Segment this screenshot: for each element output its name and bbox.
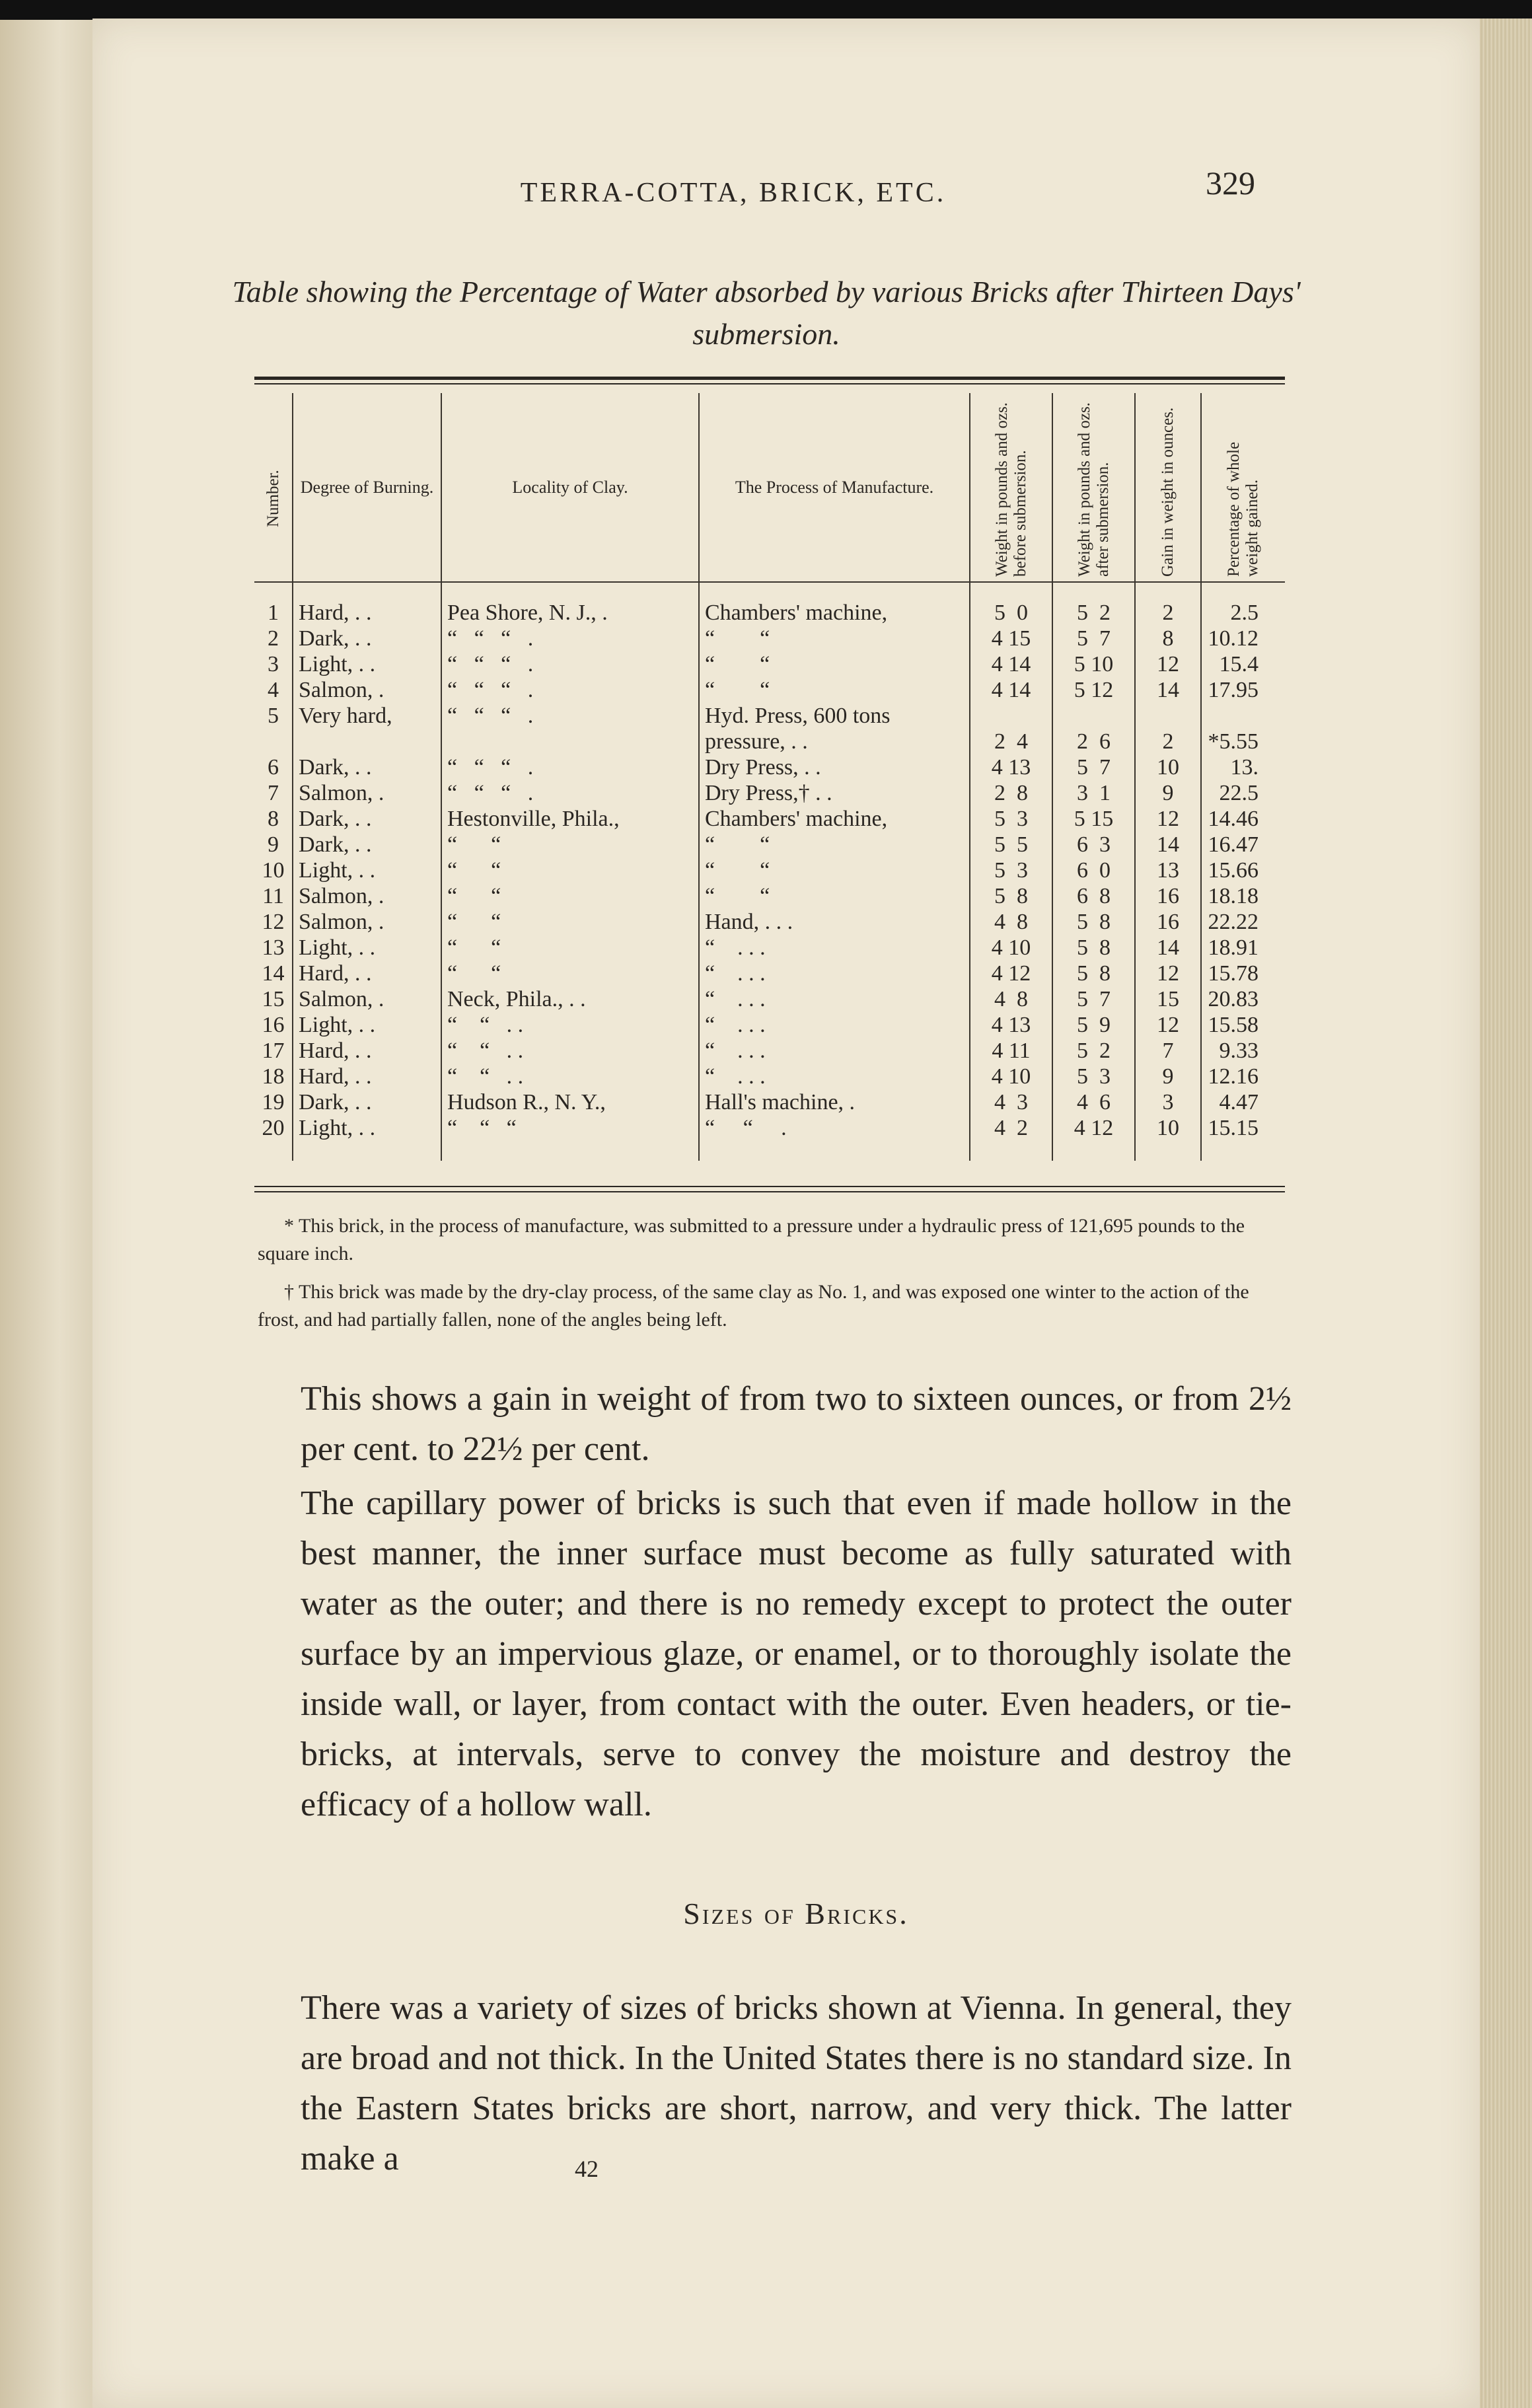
cell-burning: Hard, . . <box>293 961 441 986</box>
cell-process: “ “ <box>699 651 970 677</box>
cell-percentage: 13. <box>1201 754 1285 780</box>
cell-burning <box>293 729 441 754</box>
cell-gain: 16 <box>1135 909 1201 935</box>
cell-weight-after: 5 2 <box>1052 1038 1135 1064</box>
cell-weight-after: 4 12 <box>1052 1115 1135 1161</box>
cell-percentage: 12.16 <box>1201 1064 1285 1089</box>
cell-number: 13 <box>262 935 285 960</box>
header-percentage: Percentage of whole weight gained. <box>1201 393 1285 582</box>
cell-burning: Dark, . . <box>293 806 441 832</box>
cell-weight-before: 5 8 <box>970 883 1052 909</box>
cell-gain <box>1135 703 1201 729</box>
cell-percentage: 18.18 <box>1201 883 1285 909</box>
cell-weight-after: 4 6 <box>1052 1089 1135 1115</box>
cell-percentage: 17.95 <box>1201 677 1285 703</box>
cell-percentage: 4.47 <box>1201 1089 1285 1115</box>
cell-burning: Salmon, . <box>293 883 441 909</box>
cell-gain: 10 <box>1135 754 1201 780</box>
page-block-edge <box>1480 18 1532 2408</box>
cell-percentage: 22.22 <box>1201 909 1285 935</box>
cell-locality: “ “ “ . <box>441 651 699 677</box>
cell-number <box>254 729 293 754</box>
cell-locality: “ “ . . <box>441 1064 699 1089</box>
table-caption: Table showing the Percentage of Water absorbed by various Bricks after Thirteen Days' submersion. <box>232 275 1301 351</box>
table-bottom-rule-2 <box>254 1191 1285 1192</box>
cell-gain: 7 <box>1135 1038 1201 1064</box>
paragraph-1: This shows a gain in weight of from two to sixteen ounces, or from 2½ per cent. to 22½ per cent. <box>301 1380 1292 1468</box>
table-body <box>254 582 1285 1161</box>
table-top-rule-thin <box>254 383 1285 384</box>
cell-percentage: 2.5 <box>1201 582 1285 626</box>
cell-weight-after: 5 9 <box>1052 1012 1135 1038</box>
cell-locality: “ “ “ . <box>441 703 699 729</box>
cell-weight-before: 4 14 <box>970 651 1052 677</box>
cell-locality: “ “ “ . <box>441 677 699 703</box>
cell-number: 7 <box>268 781 279 805</box>
cell-number: 1 <box>268 601 279 625</box>
cell-weight-after: 6 8 <box>1052 883 1135 909</box>
table-row <box>254 1089 1285 1115</box>
body-text <box>301 1374 1292 1830</box>
cell-locality: “ “ <box>441 832 699 857</box>
table-row <box>254 1012 1285 1038</box>
cell-weight-after: 3 1 <box>1052 780 1135 806</box>
table-row <box>254 651 1285 677</box>
cell-gain: 2 <box>1135 729 1201 754</box>
absorption-table <box>254 393 1285 1161</box>
cell-burning: Dark, . . <box>293 832 441 857</box>
cell-weight-before: 4 3 <box>970 1089 1052 1115</box>
cell-gain: 12 <box>1135 961 1201 986</box>
cell-weight-after: 2 6 <box>1052 729 1135 754</box>
cell-process: “ . . . <box>699 1012 970 1038</box>
cell-locality: “ “ <box>441 961 699 986</box>
table-row <box>254 703 1285 729</box>
cell-burning: Light, . . <box>293 935 441 961</box>
footnote-1: * This brick, in the process of manufacture, was submitted to a pressure under a hydraulic press of 121,695 pounds to the square inch. <box>258 1215 1245 1264</box>
cell-number: 8 <box>268 807 279 831</box>
cell-number: 6 <box>268 755 279 780</box>
cell-weight-before: 4 13 <box>970 754 1052 780</box>
table-row <box>254 806 1285 832</box>
cell-gain: 14 <box>1135 935 1201 961</box>
running-head: TERRA-COTTA, BRICK, ETC. <box>520 178 947 208</box>
cell-number: 15 <box>262 987 285 1011</box>
cell-weight-after: 6 3 <box>1052 832 1135 857</box>
cell-burning: Dark, . . <box>293 626 441 651</box>
cell-weight-after: 5 10 <box>1052 651 1135 677</box>
cell-percentage: 20.83 <box>1201 986 1285 1012</box>
table-row <box>254 883 1285 909</box>
cell-process: “ “ <box>699 883 970 909</box>
table-header-row <box>254 393 1285 582</box>
cell-percentage: 10.12 <box>1201 626 1285 651</box>
cell-burning: Light, . . <box>293 1115 441 1161</box>
cell-burning: Light, . . <box>293 651 441 677</box>
cell-number: 14 <box>262 961 285 986</box>
cell-percentage: 15.66 <box>1201 857 1285 883</box>
signature-mark: 42 <box>575 2156 599 2182</box>
cell-weight-before: 4 8 <box>970 909 1052 935</box>
cell-burning: Hard, . . <box>293 1038 441 1064</box>
footnote-2: † This brick was made by the dry-clay process, of the same clay as No. 1, and was exposed one winter to the action of the frost, and had partially fallen, none of the angles being left. <box>258 1281 1249 1331</box>
cell-weight-before: 4 10 <box>970 935 1052 961</box>
cell-process: Hand, . . . <box>699 909 970 935</box>
cell-number: 12 <box>262 910 285 934</box>
cell-number: 11 <box>262 884 284 908</box>
section-heading: Sizes of Bricks. <box>683 1897 909 1930</box>
table-row <box>254 857 1285 883</box>
facing-page-edge <box>0 20 99 2408</box>
cell-weight-before: 4 15 <box>970 626 1052 651</box>
cell-gain: 15 <box>1135 986 1201 1012</box>
cell-process: pressure, . . <box>699 729 970 754</box>
cell-burning: Salmon, . <box>293 780 441 806</box>
cell-locality: Neck, Phila., . . <box>441 986 699 1012</box>
table-row <box>254 677 1285 703</box>
table-row <box>254 582 1285 626</box>
cell-gain: 16 <box>1135 883 1201 909</box>
cell-number: 2 <box>268 626 279 651</box>
cell-locality: “ “ “ . <box>441 626 699 651</box>
cell-process: Hall's machine, . <box>699 1089 970 1115</box>
body-text-continued <box>301 1949 1292 2218</box>
cell-burning: Salmon, . <box>293 677 441 703</box>
cell-gain: 12 <box>1135 1012 1201 1038</box>
table-top-rule <box>254 377 1285 380</box>
page-number: 329 <box>1206 164 1255 201</box>
cell-process: “ “ <box>699 626 970 651</box>
header-weight-after: Weight in pounds and ozs. after submersion. <box>1052 393 1135 582</box>
cell-number: 4 <box>268 678 279 702</box>
cell-burning: Hard, . . <box>293 1064 441 1089</box>
cell-burning: Light, . . <box>293 1012 441 1038</box>
cell-process: “ . . . <box>699 961 970 986</box>
table-row <box>254 1115 1285 1161</box>
cell-burning: Hard, . . <box>293 582 441 626</box>
cell-weight-before: 4 12 <box>970 961 1052 986</box>
cell-weight-before: 4 8 <box>970 986 1052 1012</box>
cell-gain: 12 <box>1135 806 1201 832</box>
cell-gain: 2 <box>1135 582 1201 626</box>
cell-weight-after <box>1052 703 1135 729</box>
cell-gain: 12 <box>1135 651 1201 677</box>
cell-weight-before: 4 11 <box>970 1038 1052 1064</box>
table-bottom-rule <box>254 1186 1285 1187</box>
cell-weight-before: 4 13 <box>970 1012 1052 1038</box>
cell-weight-before: 4 14 <box>970 677 1052 703</box>
cell-number: 10 <box>262 858 285 883</box>
cell-process: “ “ <box>699 857 970 883</box>
cell-gain: 9 <box>1135 780 1201 806</box>
cell-weight-before <box>970 703 1052 729</box>
cell-locality: “ “ <box>441 883 699 909</box>
table-row <box>254 935 1285 961</box>
table-row <box>254 754 1285 780</box>
cell-weight-before: 5 5 <box>970 832 1052 857</box>
cell-weight-after: 5 15 <box>1052 806 1135 832</box>
cell-percentage: 16.47 <box>1201 832 1285 857</box>
header-number: Number. <box>264 469 282 527</box>
cell-locality: “ “ “ . <box>441 754 699 780</box>
scan-border <box>0 0 1532 20</box>
header-burning: Degree of Burning. <box>293 393 441 582</box>
cell-percentage <box>1201 703 1285 729</box>
cell-weight-before: 2 4 <box>970 729 1052 754</box>
cell-locality: Hestonville, Phila., <box>441 806 699 832</box>
cell-weight-before: 2 8 <box>970 780 1052 806</box>
cell-burning: Light, . . <box>293 857 441 883</box>
header-gain: Gain in weight in ounces. <box>1135 393 1201 582</box>
cell-process: Dry Press,† . . <box>699 780 970 806</box>
cell-weight-after: 5 7 <box>1052 986 1135 1012</box>
cell-gain: 8 <box>1135 626 1201 651</box>
cell-burning: Dark, . . <box>293 1089 441 1115</box>
cell-process: Hyd. Press, 600 tons <box>699 703 970 729</box>
cell-percentage: 9.33 <box>1201 1038 1285 1064</box>
cell-locality: “ “ “ . <box>441 780 699 806</box>
cell-percentage: 22.5 <box>1201 780 1285 806</box>
cell-process: “ “ <box>699 832 970 857</box>
cell-weight-after: 5 8 <box>1052 935 1135 961</box>
cell-locality: Pea Shore, N. J., . <box>441 582 699 626</box>
table-row <box>254 1038 1285 1064</box>
cell-locality: “ “ <box>441 935 699 961</box>
cell-weight-after: 5 8 <box>1052 961 1135 986</box>
cell-percentage: 15.78 <box>1201 961 1285 986</box>
cell-weight-after: 5 8 <box>1052 909 1135 935</box>
cell-process: “ . . . <box>699 986 970 1012</box>
table-row <box>254 909 1285 935</box>
cell-burning: Dark, . . <box>293 754 441 780</box>
cell-locality: Hudson R., N. Y., <box>441 1089 699 1115</box>
table-row <box>254 626 1285 651</box>
cell-process: Chambers' machine, <box>699 582 970 626</box>
cell-process: Dry Press, . . <box>699 754 970 780</box>
cell-number: 16 <box>262 1013 285 1037</box>
cell-weight-before: 4 2 <box>970 1115 1052 1161</box>
header-weight-before: Weight in pounds and ozs. before submersion. <box>970 393 1052 582</box>
cell-weight-before: 4 10 <box>970 1064 1052 1089</box>
header-locality: Locality of Clay. <box>441 393 699 582</box>
cell-gain: 14 <box>1135 677 1201 703</box>
cell-weight-after: 5 2 <box>1052 582 1135 626</box>
header-process: The Process of Manufacture. <box>699 393 970 582</box>
cell-weight-before: 5 3 <box>970 806 1052 832</box>
cell-number: 20 <box>262 1116 285 1140</box>
cell-percentage: *5.55 <box>1201 729 1285 754</box>
cell-locality: “ “ “ <box>441 1115 699 1161</box>
cell-locality <box>441 729 699 754</box>
cell-gain: 13 <box>1135 857 1201 883</box>
footnotes <box>258 1212 1288 1344</box>
cell-burning: Very hard, <box>293 703 441 729</box>
paragraph-3: There was a variety of sizes of bricks shown at Vienna. In general, they are broad and not thick. In the United States there is no standard size. In the Eastern States bricks are short, narrow, and very thick. The latter make a <box>301 1989 1292 2177</box>
cell-weight-after: 5 7 <box>1052 754 1135 780</box>
cell-process: “ “ . <box>699 1115 970 1161</box>
cell-locality: “ “ <box>441 857 699 883</box>
table-row <box>254 832 1285 857</box>
cell-locality: “ “ . . <box>441 1038 699 1064</box>
cell-percentage: 18.91 <box>1201 935 1285 961</box>
cell-burning: Salmon, . <box>293 909 441 935</box>
cell-process: “ . . . <box>699 1038 970 1064</box>
cell-process: “ “ <box>699 677 970 703</box>
cell-locality: “ “ . . <box>441 1012 699 1038</box>
table-row <box>254 1064 1285 1089</box>
cell-weight-before: 5 0 <box>970 582 1052 626</box>
cell-percentage: 14.46 <box>1201 806 1285 832</box>
cell-number: 17 <box>262 1039 285 1063</box>
cell-process: Chambers' machine, <box>699 806 970 832</box>
cell-number: 3 <box>268 652 279 676</box>
cell-gain: 10 <box>1135 1115 1201 1161</box>
paragraph-2: The capillary power of bricks is such that even if made hollow in the best manner, the inner surface must become as fully saturated with water as the outer; and there is no remedy except to protect the outer surface by an impervious glaze, or enamel, or to thoroughly isolate the inside wall, or layer, from contact with the outer. Even headers, or tie-bricks, at intervals, serve to convey the moisture and destroy the efficacy of a hollow wall. <box>301 1484 1292 1823</box>
cell-number: 19 <box>262 1090 285 1114</box>
cell-percentage: 15.58 <box>1201 1012 1285 1038</box>
cell-process: “ . . . <box>699 1064 970 1089</box>
cell-percentage: 15.15 <box>1201 1115 1285 1161</box>
cell-weight-before: 5 3 <box>970 857 1052 883</box>
cell-weight-after: 5 3 <box>1052 1064 1135 1089</box>
cell-gain: 3 <box>1135 1089 1201 1115</box>
cell-percentage: 15.4 <box>1201 651 1285 677</box>
cell-gain: 14 <box>1135 832 1201 857</box>
cell-number: 9 <box>268 832 279 857</box>
cell-weight-after: 6 0 <box>1052 857 1135 883</box>
cell-number: 5 <box>268 704 279 728</box>
table-row <box>254 780 1285 806</box>
cell-weight-after: 5 12 <box>1052 677 1135 703</box>
cell-number: 18 <box>262 1064 285 1089</box>
cell-burning: Salmon, . <box>293 986 441 1012</box>
cell-locality: “ “ <box>441 909 699 935</box>
table-row <box>254 986 1285 1012</box>
table-row <box>254 729 1285 754</box>
table-row <box>254 961 1285 986</box>
cell-process: “ . . . <box>699 935 970 961</box>
cell-gain: 9 <box>1135 1064 1201 1089</box>
cell-weight-after: 5 7 <box>1052 626 1135 651</box>
